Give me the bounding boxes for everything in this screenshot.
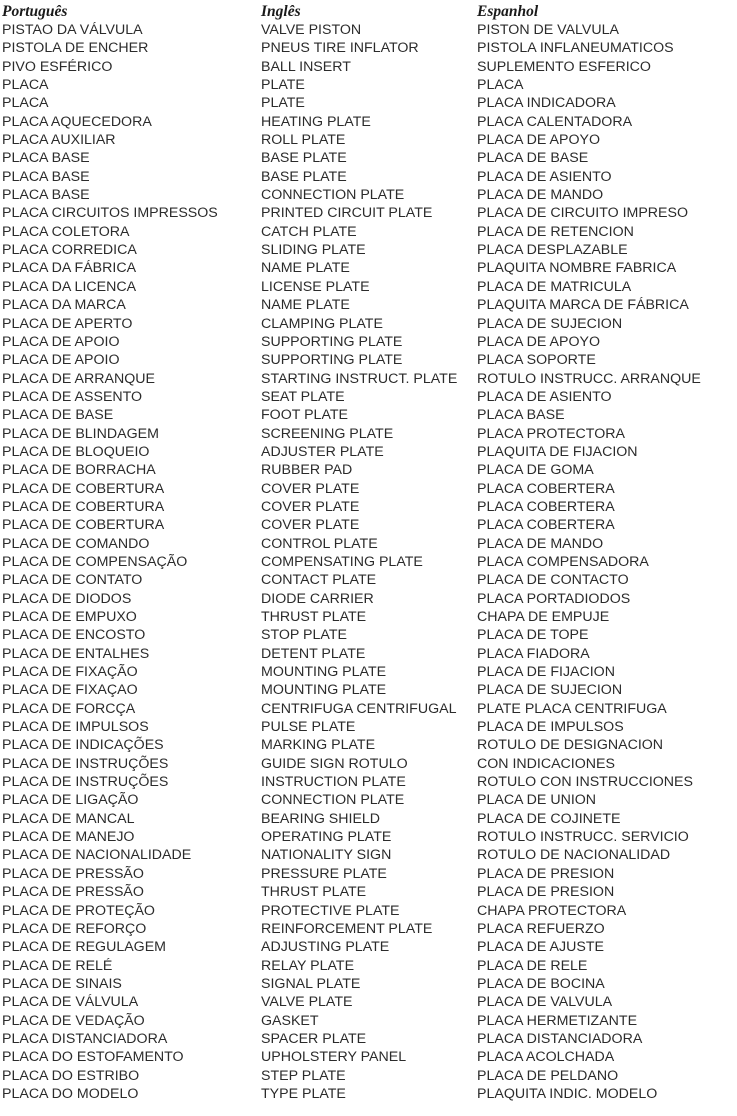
term-portugues: PLACA DE IMPULSOS <box>2 719 149 736</box>
term-espanhol: PLACA CALENTADORA <box>477 113 633 130</box>
term-portugues: PLACA <box>2 95 49 112</box>
term-espanhol: PLACA DE PELDANO <box>477 1067 619 1084</box>
term-ingles: SUPPORTING PLATE <box>261 333 403 350</box>
term-portugues: PLACA DE MANEJO <box>2 829 135 846</box>
term-portugues: PLACA BASE <box>2 168 90 185</box>
term-portugues: PLACA DO ESTOFAMENTO <box>2 1049 184 1066</box>
term-portugues: PLACA DE NACIONALIDADE <box>2 847 192 864</box>
term-ingles: CONNECTION PLATE <box>261 187 405 204</box>
term-portugues: PLACA AUXILIAR <box>2 132 116 149</box>
term-ingles: MOUNTING PLATE <box>261 682 387 699</box>
term-espanhol: PLACA DE PRESION <box>477 865 615 882</box>
table-row <box>2 718 737 736</box>
term-ingles: TYPE PLATE <box>261 1085 346 1102</box>
term-portugues: PLACA DE VEDAÇÃO <box>2 1012 145 1029</box>
term-espanhol: PLACA DE GOMA <box>477 462 594 479</box>
term-espanhol: PLATE PLACA CENTRIFUGA <box>477 700 667 717</box>
term-espanhol: ROTULO DE NACIONALIDAD <box>477 847 671 864</box>
term-portugues: PLACA DE FORCÇA <box>2 700 136 717</box>
term-portugues: PLACA DE REGULAGEM <box>2 939 166 956</box>
table-row <box>2 388 737 406</box>
term-espanhol: PLACA DE RETENCION <box>477 223 634 240</box>
term-ingles: MARKING PLATE <box>261 737 376 754</box>
term-portugues: PLACA DE VÁLVULA <box>2 994 139 1011</box>
term-espanhol: PLACA DE UNION <box>477 792 597 809</box>
table-row <box>2 278 737 296</box>
term-portugues: PLACA DE BLINDAGEM <box>2 425 159 442</box>
term-ingles: NAME PLATE <box>261 260 350 277</box>
term-portugues: PLACA DE APERTO <box>2 315 133 332</box>
term-espanhol: PISTON DE VALVULA <box>477 22 619 38</box>
term-ingles: SPACER PLATE <box>261 1030 367 1047</box>
table-row <box>2 516 737 534</box>
term-espanhol: PLACA DE VALVULA <box>477 994 613 1011</box>
term-ingles: SEAT PLATE <box>261 388 345 405</box>
table-row <box>2 1067 737 1085</box>
table-row <box>2 241 737 259</box>
table-row <box>2 223 737 241</box>
table-row <box>2 828 737 846</box>
table-row <box>2 168 737 186</box>
table-row <box>2 663 737 681</box>
table-row <box>2 902 737 920</box>
term-portugues: PLACA DE INDICAÇÕES <box>2 737 164 754</box>
term-espanhol: PLACA COMPENSADORA <box>477 553 649 570</box>
term-ingles: CONTROL PLATE <box>261 535 378 552</box>
table-row <box>2 755 737 773</box>
term-espanhol: CHAPA PROTECTORA <box>477 902 627 919</box>
table-row <box>2 1030 737 1048</box>
table-row <box>2 535 737 553</box>
table-row <box>2 773 737 791</box>
term-portugues: PLACA CIRCUITOS IMPRESSOS <box>2 205 218 222</box>
term-espanhol: PLAQUITA DE FIJACION <box>477 443 638 460</box>
term-ingles: DETENT PLATE <box>261 645 366 662</box>
term-espanhol: PLACA DESPLAZABLE <box>477 242 628 259</box>
glossary-rows <box>2 21 737 1103</box>
term-portugues: PLACA BASE <box>2 187 90 204</box>
table-row <box>2 608 737 626</box>
table-row <box>2 920 737 938</box>
term-espanhol: ROTULO INSTRUCC. ARRANQUE <box>477 370 701 387</box>
term-portugues: PLACA DE REFORÇO <box>2 920 147 937</box>
term-ingles: STARTING INSTRUCT. PLATE <box>261 370 458 387</box>
term-portugues: PLACA DO MODELO <box>2 1085 139 1102</box>
term-portugues: PLACA DE APOIO <box>2 333 120 350</box>
table-row <box>2 370 737 388</box>
term-espanhol: CON INDICACIONES <box>477 755 615 772</box>
term-ingles: FOOT PLATE <box>261 407 348 424</box>
term-espanhol: PLACA DE MANDO <box>477 535 604 552</box>
term-ingles: NAME PLATE <box>261 297 350 314</box>
term-ingles: CATCH PLATE <box>261 223 357 240</box>
term-ingles: SLIDING PLATE <box>261 242 366 259</box>
term-espanhol: PLACA PROTECTORA <box>477 425 625 442</box>
term-portugues: PLACA DE PROTEÇÃO <box>2 902 155 919</box>
table-row <box>2 131 737 149</box>
term-espanhol: PLACA DE APOYO <box>477 333 601 350</box>
term-ingles: PNEUS TIRE INFLATOR <box>261 40 419 57</box>
term-portugues: PLACA COLETORA <box>2 223 130 240</box>
table-row <box>2 113 737 131</box>
term-portugues: PLACA DE EMPUXO <box>2 609 137 625</box>
term-ingles: GASKET <box>261 1012 319 1029</box>
table-row <box>2 58 737 76</box>
table-row <box>2 333 737 351</box>
term-ingles: NATIONALITY SIGN <box>261 847 392 864</box>
table-row <box>2 76 737 94</box>
term-espanhol: PLACA DE ASIENTO <box>477 168 612 185</box>
table-row <box>2 315 737 333</box>
term-portugues: PLACA DISTANCIADORA <box>2 1030 168 1047</box>
term-espanhol: PLACA DE APOYO <box>477 132 601 149</box>
term-espanhol: SUPLEMENTO ESFERICO <box>477 58 651 75</box>
header-espanhol: Espanhol <box>477 3 539 20</box>
term-espanhol: PLACA SOPORTE <box>477 352 596 369</box>
term-espanhol: PLAQUITA NOMBRE FABRICA <box>477 260 677 277</box>
header-row <box>2 2 737 21</box>
term-portugues: PLACA DE PRESSÃO <box>2 884 144 901</box>
term-ingles: COMPENSATING PLATE <box>261 553 423 570</box>
term-ingles: SCREENING PLATE <box>261 425 394 442</box>
term-portugues: PLACA DE BORRACHA <box>2 462 156 479</box>
term-portugues: PLACA DE COBERTURA <box>2 498 165 515</box>
term-espanhol: PLACA DE PRESION <box>477 884 615 901</box>
table-row <box>2 39 737 57</box>
term-portugues: PLACA DE ASSENTO <box>2 388 143 405</box>
table-row <box>2 443 737 461</box>
term-portugues: PLACA DE COMPENSAÇÃO <box>2 553 188 570</box>
term-ingles: LICENSE PLATE <box>261 278 370 295</box>
term-portugues: PLACA DE INSTRUÇÕES <box>2 755 169 772</box>
term-portugues: PISTAO DA VÁLVULA <box>2 22 143 38</box>
table-row <box>2 736 737 754</box>
table-row <box>2 480 737 498</box>
term-espanhol: PLACA DE BASE <box>477 150 589 167</box>
term-espanhol: PLACA INDICADORA <box>477 95 616 112</box>
term-espanhol: PLACA BASE <box>477 407 565 424</box>
term-ingles: RUBBER PAD <box>261 462 353 479</box>
term-espanhol: PISTOLA INFLANEUMATICOS <box>477 40 674 57</box>
term-espanhol: PLACA DE MATRICULA <box>477 278 632 295</box>
table-row <box>2 1012 737 1030</box>
term-ingles: ADJUSTER PLATE <box>261 443 384 460</box>
term-ingles: ADJUSTING PLATE <box>261 939 390 956</box>
term-espanhol: PLACA DE CIRCUITO IMPRESO <box>477 205 689 222</box>
table-row <box>2 94 737 112</box>
term-espanhol: CHAPA DE EMPUJE <box>477 609 610 625</box>
term-portugues: PLACA DE MANCAL <box>2 810 135 827</box>
term-portugues: PLACA DE INSTRUÇÕES <box>2 774 169 791</box>
term-ingles: DIODE CARRIER <box>261 590 374 607</box>
term-espanhol: PLACA DISTANCIADORA <box>477 1030 643 1047</box>
table-row <box>2 406 737 424</box>
table-row <box>2 975 737 993</box>
term-ingles: CLAMPING PLATE <box>261 315 383 332</box>
term-ingles: STOP PLATE <box>261 627 347 644</box>
table-row <box>2 938 737 956</box>
term-ingles: BASE PLATE <box>261 150 347 167</box>
table-row <box>2 590 737 608</box>
table-row <box>2 791 737 809</box>
term-portugues: PLACA DE COMANDO <box>2 535 150 552</box>
term-portugues: PLACA DE ARRANQUE <box>2 370 155 387</box>
term-espanhol: PLACA DE MANDO <box>477 187 604 204</box>
table-row <box>2 681 737 699</box>
term-portugues: PLACA DE FIXAÇÃO <box>2 664 138 681</box>
term-espanhol: PLACA <box>477 77 524 94</box>
table-row <box>2 351 737 369</box>
table-row <box>2 1048 737 1066</box>
term-espanhol: PLAQUITA INDIC. MODELO <box>477 1085 658 1102</box>
term-ingles: UPHOLSTERY PANEL <box>261 1049 407 1066</box>
term-espanhol: ROTULO DE DESIGNACION <box>477 737 664 754</box>
table-row <box>2 1085 737 1103</box>
term-portugues: PLACA DE COBERTURA <box>2 517 165 534</box>
term-ingles: SUPPORTING PLATE <box>261 352 403 369</box>
term-espanhol: PLACA ACOLCHADA <box>477 1049 615 1066</box>
term-espanhol: PLACA COBERTERA <box>477 498 615 515</box>
term-espanhol: PLACA DE SUJECION <box>477 682 623 699</box>
term-portugues: PLACA DE DIODOS <box>2 590 132 607</box>
term-portugues: PLACA AQUECEDORA <box>2 113 152 130</box>
term-espanhol: ROTULO CON INSTRUCCIONES <box>477 774 693 791</box>
term-ingles: PLATE <box>261 77 305 94</box>
term-ingles: MOUNTING PLATE <box>261 664 387 681</box>
term-espanhol: PLACA DE ASIENTO <box>477 388 612 405</box>
term-ingles: PRESSURE PLATE <box>261 865 387 882</box>
term-portugues: PLACA DE BASE <box>2 407 114 424</box>
term-ingles: HEATING PLATE <box>261 113 371 130</box>
term-ingles: CONNECTION PLATE <box>261 792 405 809</box>
term-portugues: PLACA BASE <box>2 150 90 167</box>
term-portugues: PLACA DE FIXAÇAO <box>2 682 138 699</box>
term-portugues: PLACA DE RELÉ <box>2 957 113 974</box>
term-ingles: THRUST PLATE <box>261 884 367 901</box>
term-portugues: PISTOLA DE ENCHER <box>2 40 149 57</box>
term-espanhol: PLACA DE BOCINA <box>477 975 605 992</box>
table-row <box>2 21 737 39</box>
term-portugues: PLACA DE CONTATO <box>2 572 143 589</box>
table-row <box>2 461 737 479</box>
term-ingles: BASE PLATE <box>261 168 347 185</box>
table-row <box>2 571 737 589</box>
term-portugues: PLACA DE ENCOSTO <box>2 627 146 644</box>
term-portugues: PLACA DE SINAIS <box>2 975 122 992</box>
term-ingles: COVER PLATE <box>261 498 360 515</box>
term-ingles: PRINTED CIRCUIT PLATE <box>261 205 433 222</box>
term-ingles: VALVE PLATE <box>261 994 353 1011</box>
term-portugues: PLACA DE LIGAÇÃO <box>2 792 139 809</box>
term-portugues: PLACA DE BLOQUEIO <box>2 443 150 460</box>
table-row <box>2 149 737 167</box>
term-espanhol: ROTULO INSTRUCC. SERVICIO <box>477 829 689 846</box>
term-espanhol: PLACA DE SUJECION <box>477 315 623 332</box>
term-portugues: PLACA DE ENTALHES <box>2 645 150 662</box>
term-ingles: PLATE <box>261 95 305 112</box>
table-row <box>2 553 737 571</box>
term-portugues: PLACA DO ESTRIBO <box>2 1067 140 1084</box>
table-row <box>2 425 737 443</box>
header-ingles: Inglês <box>261 3 301 20</box>
term-ingles: COVER PLATE <box>261 517 360 534</box>
term-espanhol: PLACA FIADORA <box>477 645 590 662</box>
term-espanhol: PLAQUITA MARCA DE FÁBRICA <box>477 297 689 314</box>
table-row <box>2 846 737 864</box>
term-ingles: VALVE PISTON <box>261 22 362 38</box>
table-row <box>2 883 737 901</box>
term-ingles: BALL INSERT <box>261 58 351 75</box>
table-row <box>2 296 737 314</box>
table-row <box>2 700 737 718</box>
table-row <box>2 957 737 975</box>
glossary-table <box>2 2 737 1103</box>
term-espanhol: PLACA REFUERZO <box>477 920 605 937</box>
term-ingles: GUIDE SIGN ROTULO <box>261 755 408 772</box>
term-espanhol: PLACA DE FIJACION <box>477 664 615 681</box>
term-portugues: PLACA DE PRESSÃO <box>2 865 144 882</box>
table-row <box>2 626 737 644</box>
table-row <box>2 993 737 1011</box>
term-portugues: PLACA DA LICENCA <box>2 278 137 295</box>
term-ingles: ROLL PLATE <box>261 132 346 149</box>
term-ingles: CONTACT PLATE <box>261 572 377 589</box>
term-ingles: STEP PLATE <box>261 1067 346 1084</box>
term-espanhol: PLACA DE CONTACTO <box>477 572 629 589</box>
term-portugues: PLACA DA FÁBRICA <box>2 260 137 277</box>
term-portugues: PLACA CORREDICA <box>2 242 137 259</box>
term-portugues: PLACA <box>2 77 49 94</box>
term-ingles: CENTRIFUGA CENTRIFUGAL <box>261 700 457 717</box>
term-espanhol: PLACA PORTADIODOS <box>477 590 631 607</box>
term-espanhol: PLACA DE COJINETE <box>477 810 621 827</box>
term-espanhol: PLACA DE IMPULSOS <box>477 719 624 736</box>
header-portugues: Português <box>2 3 68 20</box>
table-row <box>2 259 737 277</box>
term-espanhol: PLACA DE RELE <box>477 957 588 974</box>
term-ingles: SIGNAL PLATE <box>261 975 361 992</box>
term-espanhol: PLACA HERMETIZANTE <box>477 1012 638 1029</box>
term-portugues: PLACA DA MARCA <box>2 297 126 314</box>
term-portugues: PLACA DE APOIO <box>2 352 120 369</box>
term-ingles: PROTECTIVE PLATE <box>261 902 400 919</box>
term-ingles: RELAY PLATE <box>261 957 355 974</box>
term-ingles: COVER PLATE <box>261 480 360 497</box>
term-espanhol: PLACA COBERTERA <box>477 517 615 534</box>
term-ingles: OPERATING PLATE <box>261 829 392 846</box>
term-ingles: THRUST PLATE <box>261 609 367 625</box>
table-row <box>2 810 737 828</box>
term-espanhol: PLACA COBERTERA <box>477 480 615 497</box>
term-espanhol: PLACA DE TOPE <box>477 627 589 644</box>
term-ingles: PULSE PLATE <box>261 719 356 736</box>
term-ingles: BEARING SHIELD <box>261 810 381 827</box>
term-portugues: PLACA DE COBERTURA <box>2 480 165 497</box>
table-row <box>2 645 737 663</box>
table-row <box>2 186 737 204</box>
term-ingles: REINFORCEMENT PLATE <box>261 920 433 937</box>
table-row <box>2 865 737 883</box>
table-row <box>2 204 737 222</box>
term-espanhol: PLACA DE AJUSTE <box>477 939 604 956</box>
term-ingles: INSTRUCTION PLATE <box>261 774 406 791</box>
term-portugues: PIVO ESFÉRICO <box>2 58 113 75</box>
table-row <box>2 498 737 516</box>
